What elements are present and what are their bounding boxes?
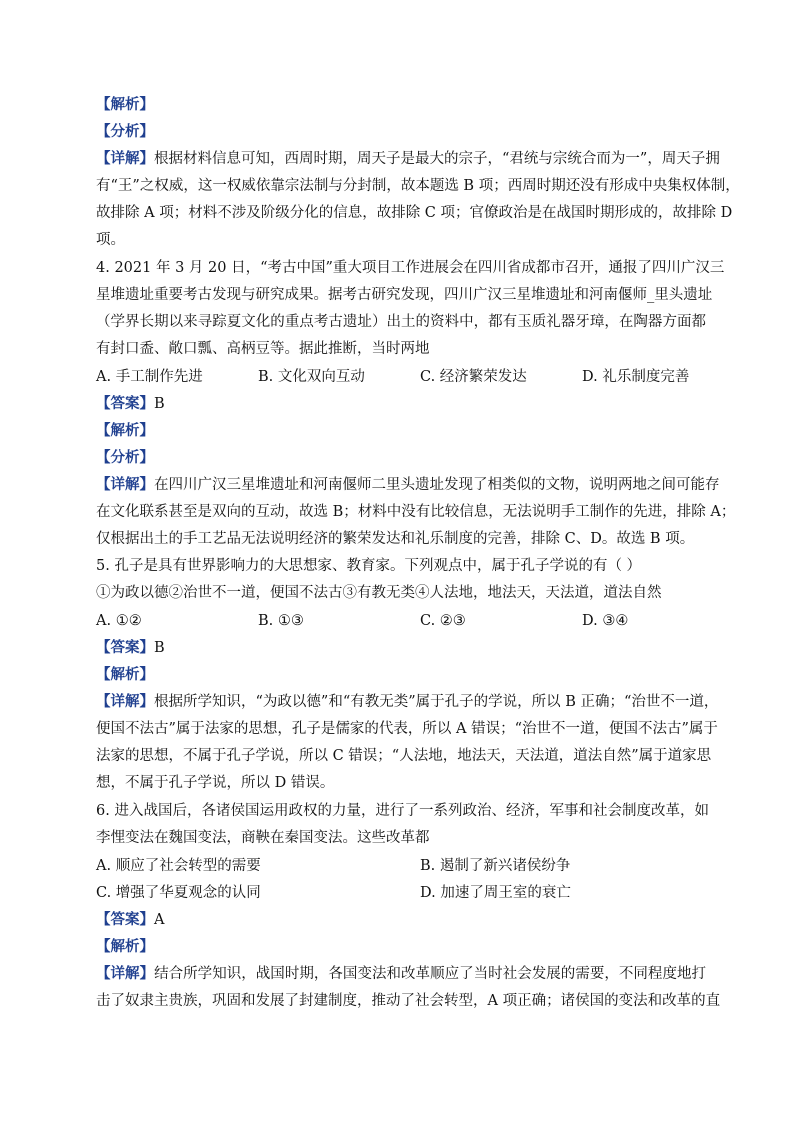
detail-line: 击了奴隶主贵族，巩固和发展了封建制度，推动了社会转型，A 项正确；诸侯国的变法和改革的直 [96, 993, 721, 1009]
question-stem: 星堆遗址重要考古发现与研究成果。据考古研究发现，四川广汉三星堆遗址和河南偃师_里头遗址 [96, 287, 713, 303]
option-d: D. 礼乐制度完善 [582, 369, 690, 385]
detail-line: 便国不法古”属于法家的思想，孔子是儒家的代表，所以 A 错误；“治世不一道，便国不法古”属于 [96, 721, 718, 737]
analysis-label: 【解析】 [96, 666, 154, 683]
detail-line: 【详解】在四川广汉三星堆遗址和河南偃师二里头遗址发现了相类似的文物，说明两地之间可能存 [96, 476, 720, 493]
question-stem: 5. 孔子是具有世界影响力的大思想家、教育家。下列观点中，属于孔子学说的有（ ） [96, 558, 642, 574]
question-stem: 有封口盉、敞口瓢、高柄豆等。据此推断，当时两地 [96, 341, 430, 357]
detail-line: 【详解】根据所学知识，“为政以德”和“有教无类”属于孔子的学说，所以 B 正确；“治世不一道， [96, 693, 719, 710]
detail-line: 法家的思想，不属于孔子学说，所以 C 错误；“人法地，地法天，天法道，道法自然”属于道家思 [96, 748, 712, 764]
detail-line: 故排除 A 项；材料不涉及阶级分化的信息，故排除 C 项；官僚政治是在战国时期形成的，故排除 D [96, 205, 733, 221]
detail-label: 【详解】 [96, 476, 154, 493]
question-stem: 6. 进入战国后，各诸侯国运用政权的力量，进行了一系列政治、经济，军事和社会制度改革，如 [96, 803, 709, 819]
answer-label: 【答案】 [96, 395, 154, 412]
option-a: A. 手工制作先进 [96, 369, 203, 385]
detail-label: 【详解】 [96, 693, 154, 710]
answer-label: 【答案】 [96, 639, 154, 656]
detail-line: 想，不属于孔子学说，所以 D 错误。 [96, 775, 335, 791]
detail-label: 【详解】 [96, 965, 155, 982]
answer-line: 【答案】B [96, 639, 165, 656]
analysis-label: 【分析】 [96, 449, 154, 466]
detail-line: 【详解】结合所学知识，战国时期，各国变法和改革顺应了当时社会发展的需要，不同程度地打 [96, 965, 707, 982]
option-c: C. ②③ [420, 613, 466, 629]
answer-label: 【答案】 [96, 911, 154, 928]
detail-line: 【详解】根据材料信息可知，西周时期，周天子是最大的宗子，“君统与宗统合而为一”，周天子拥 [96, 150, 720, 167]
question-stem: 李悝变法在魏国变法，商鞅在秦国变法。这些改革都 [96, 830, 430, 846]
option-a: A. 顺应了社会转型的需要 [96, 858, 261, 874]
question-stem: （学界长期以来寻踪夏文化的重点考古遗址）出土的资料中，都有玉质礼器牙璋，在陶器方面都 [96, 314, 706, 330]
option-b: B. 文化双向互动 [258, 369, 365, 385]
analysis-label: 【分析】 [96, 123, 154, 140]
answer-line: 【答案】A [96, 911, 165, 928]
detail-line: 仅根据出土的手工艺品无法说明经济的繁荣发达和礼乐制度的完善，排除 C、D。故选 B 项。 [96, 531, 695, 547]
option-b: B. 遏制了新兴诸侯纷争 [420, 858, 571, 874]
detail-label: 【详解】 [96, 150, 154, 167]
question-stem: 4. 2021 年 3 月 20 日，“考古中国”重大项目工作进展会在四川省成都市召开，通报了四川广汉三 [96, 260, 725, 276]
detail-line: 有“王”之权威，这一权威依靠宗法制与分封制，故本题选 B 项；西周时期还没有形成中央集权体制， [96, 178, 740, 194]
answer-line: 【答案】B [96, 395, 165, 412]
analysis-label: 【解析】 [96, 938, 154, 955]
question-stem: ①为政以德②治世不一道，便国不法古③有教无类④人法地，地法天，天法道，道法自然 [96, 585, 662, 601]
option-b: B. ①③ [258, 613, 304, 629]
option-a: A. ①② [96, 613, 142, 629]
analysis-label: 【解析】 [96, 96, 154, 113]
option-c: C. 增强了华夏观念的认同 [96, 885, 261, 901]
option-d: D. 加速了周王室的衰亡 [420, 885, 571, 901]
option-c: C. 经济繁荣发达 [420, 369, 527, 385]
detail-line: 在文化联系甚至是双向的互动，故选 B；材料中没有比较信息，无法说明手工制作的先进，排除 A； [96, 504, 736, 520]
analysis-label: 【解析】 [96, 422, 154, 439]
option-d: D. ③④ [582, 613, 629, 629]
detail-line: 项。 [96, 232, 125, 248]
